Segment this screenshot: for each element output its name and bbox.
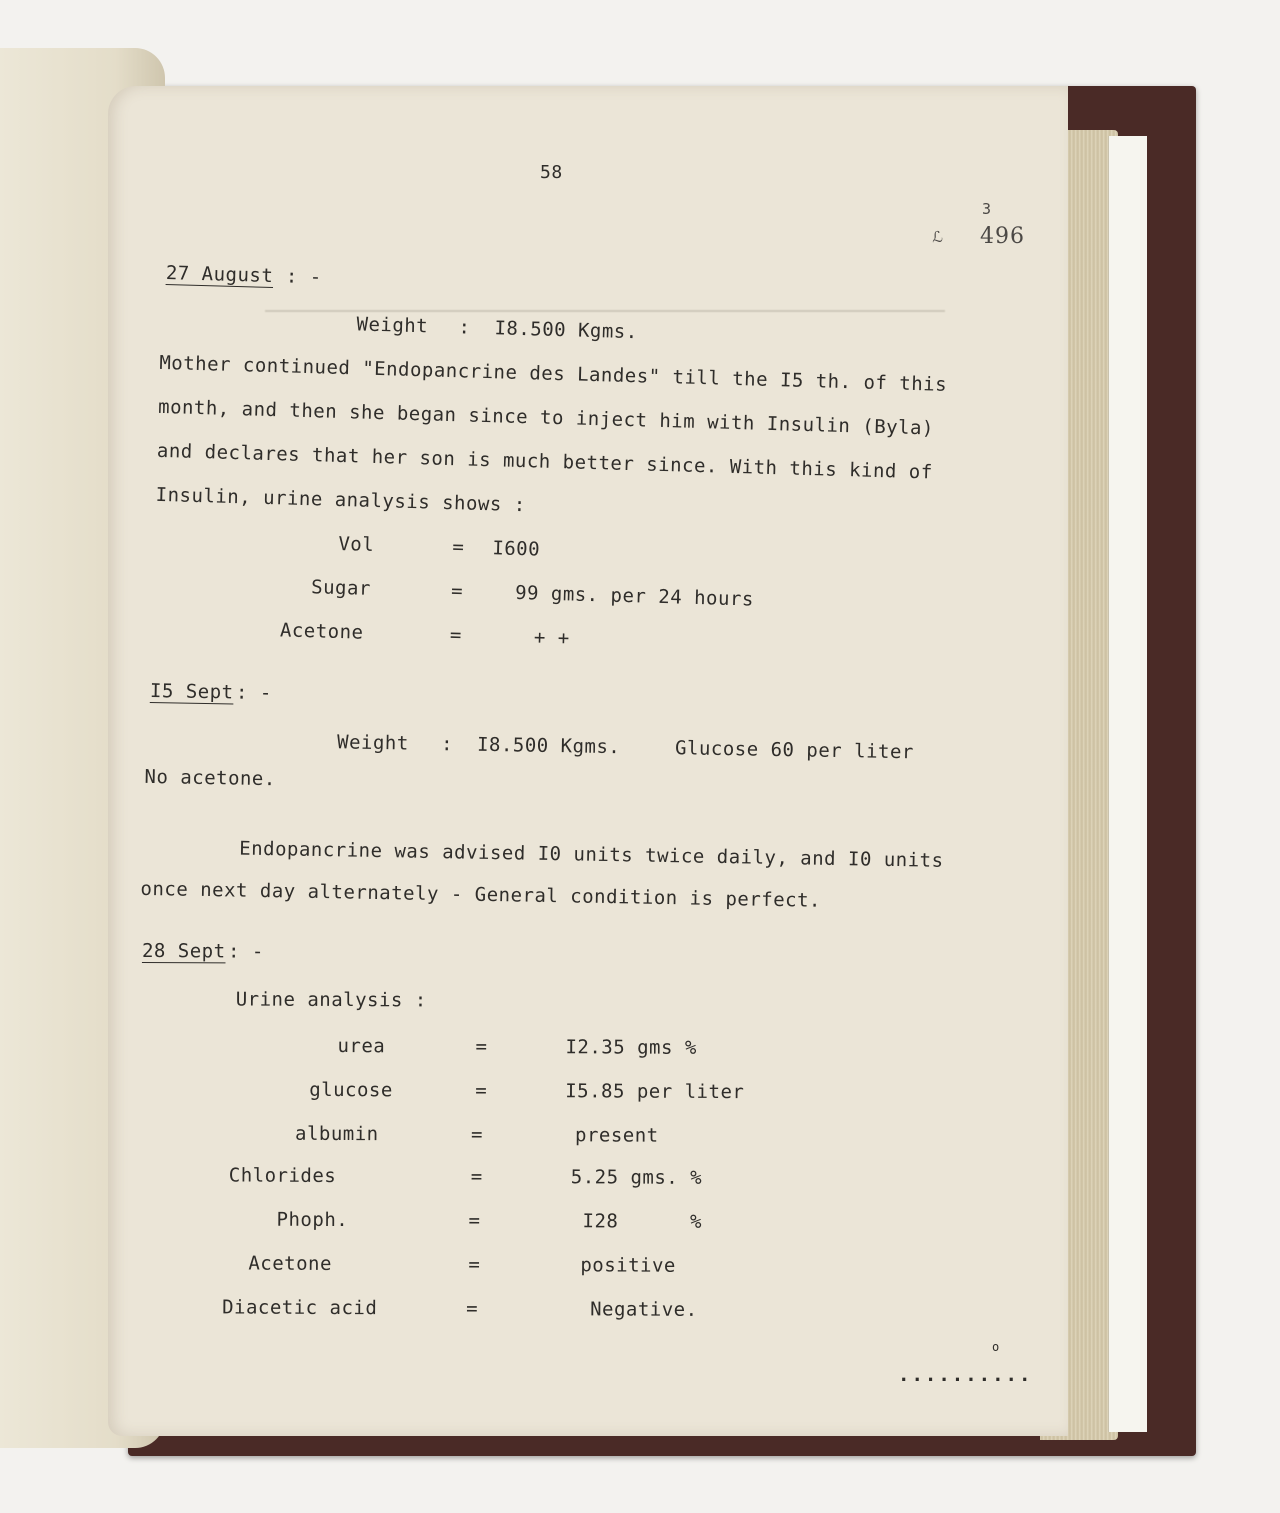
analysis-value: 5.25 gms. %	[570, 1166, 703, 1189]
paragraph-line: Insulin, urine analysis shows :	[155, 483, 526, 517]
paragraph-line: and declares that her son is much better since. With this kind of	[156, 439, 933, 484]
analysis-separator: =	[475, 1035, 488, 1058]
paragraph-line: Endopancrine was advised I0 units twice daily, and I0 units	[239, 837, 944, 872]
analysis-heading: Urine analysis :	[235, 988, 427, 1012]
analysis-label: Vol	[338, 532, 375, 556]
analysis-label: albumin	[294, 1122, 379, 1146]
note-line: No acetone.	[144, 765, 276, 791]
weight-value: I8.500 Kgms.	[476, 733, 621, 759]
analysis-label: Phoph.	[276, 1208, 349, 1232]
analysis-label: glucose	[309, 1078, 393, 1102]
analysis-label: urea	[337, 1035, 386, 1058]
folio-top: 3	[982, 200, 992, 218]
analysis-value: positive	[580, 1254, 676, 1277]
analysis-separator: =	[468, 1209, 481, 1232]
entry-date-suffix: : -	[235, 681, 272, 705]
analysis-separator: =	[470, 1123, 484, 1146]
paragraph-line: Mother continued "Endopancrine des Landes" till the I5 th. of this	[159, 351, 948, 396]
analysis-value: 99 gms. per 24 hours	[514, 581, 755, 611]
analysis-value: present	[574, 1124, 659, 1147]
analysis-value: I28 %	[582, 1210, 703, 1233]
analysis-separator: =	[468, 1253, 481, 1276]
paragraph-line: month, and then she began since to inject him with Insulin (Byla)	[157, 395, 935, 440]
document-page	[108, 86, 1068, 1436]
weight-separator: :	[440, 733, 454, 756]
entry-date-suffix: : -	[227, 940, 264, 963]
analysis-label: Acetone	[248, 1252, 332, 1275]
analysis-separator: =	[475, 1079, 488, 1102]
analysis-separator: =	[466, 1297, 479, 1320]
analysis-label: Chlorides	[228, 1164, 337, 1188]
analysis-value: I600	[492, 537, 541, 561]
weight-separator: :	[458, 316, 471, 339]
entry-date: I5 Sept	[149, 680, 234, 704]
analysis-separator: =	[470, 1165, 483, 1188]
weight-label: Weight	[356, 313, 429, 338]
circle-mark: o	[992, 1340, 1000, 1354]
analysis-label: Sugar	[310, 576, 372, 600]
analysis-label: Diacetic acid	[222, 1296, 378, 1320]
analysis-value: + +	[533, 626, 571, 650]
page-number: 58	[540, 162, 563, 183]
analysis-separator: =	[450, 580, 464, 603]
glucose-reading: Glucose 60 per liter	[674, 737, 915, 764]
folio-number: 496	[980, 224, 1025, 249]
paragraph-line: once next day alternately - General condition is perfect.	[140, 877, 822, 912]
entry-date: 27 August	[165, 262, 274, 288]
analysis-value: I2.35 gms %	[565, 1036, 697, 1059]
entry-date: 28 Sept	[141, 940, 226, 963]
entry-date-suffix: : -	[285, 265, 322, 289]
weight-value: I8.500 Kgms.	[494, 317, 639, 344]
folio-mark: ℒ	[931, 227, 944, 247]
bleed-through	[265, 310, 945, 312]
continuation-dots: ..........	[898, 1364, 1033, 1386]
weight-label: Weight	[336, 731, 409, 755]
analysis-separator: =	[449, 624, 463, 647]
analysis-value: I5.85 per liter	[565, 1080, 745, 1104]
analysis-separator: =	[452, 536, 465, 559]
analysis-value: Negative.	[590, 1298, 698, 1321]
analysis-label: Acetone	[279, 619, 364, 644]
page-stack-edge	[1108, 136, 1147, 1432]
